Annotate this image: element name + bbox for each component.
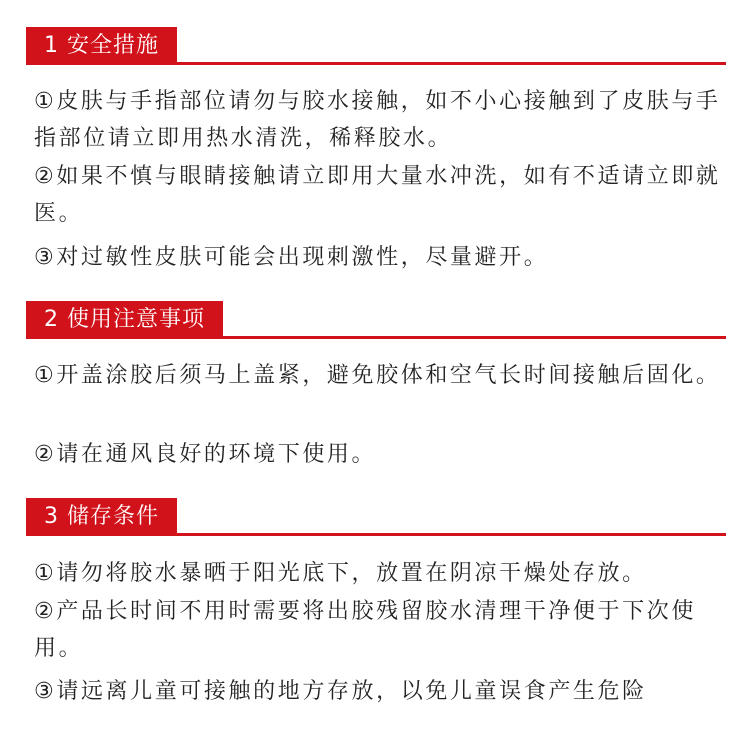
section-divider	[26, 336, 726, 339]
safety-item-3: ③对过敏性皮肤可能会出现刺激性，尽量避开。	[34, 245, 549, 270]
section-title-storage: 3 储存条件	[26, 498, 177, 536]
storage-item-3: ③请远离儿童可接触的地方存放，以免儿童误食产生危险	[34, 679, 647, 704]
section-divider	[26, 62, 726, 65]
usage-item-1: ①开盖涂胶后须马上盖紧，避免胶体和空气长时间接触后固化。	[34, 363, 721, 388]
usage-item-2: ②请在通风良好的环境下使用。	[34, 442, 377, 467]
safety-item-2: ②如果不慎与眼睛接触请立即用大量水冲洗，如有不适请立即就医。	[34, 164, 721, 226]
section-title-usage: 2 使用注意事项	[26, 301, 223, 339]
section-divider	[26, 533, 726, 536]
storage-item-2: ②产品长时间不用时需要将出胶残留胶水清理干净便于下次使用。	[34, 599, 696, 661]
safety-item-1: ①皮肤与手指部位请勿与胶水接触，如不小心接触到了皮肤与手指部位请立即用热水清洗，稀释胶水。	[34, 89, 721, 151]
section-title-safety: 1 安全措施	[26, 27, 177, 65]
storage-item-1: ①请勿将胶水暴晒于阳光底下，放置在阴凉干燥处存放。	[34, 561, 647, 586]
